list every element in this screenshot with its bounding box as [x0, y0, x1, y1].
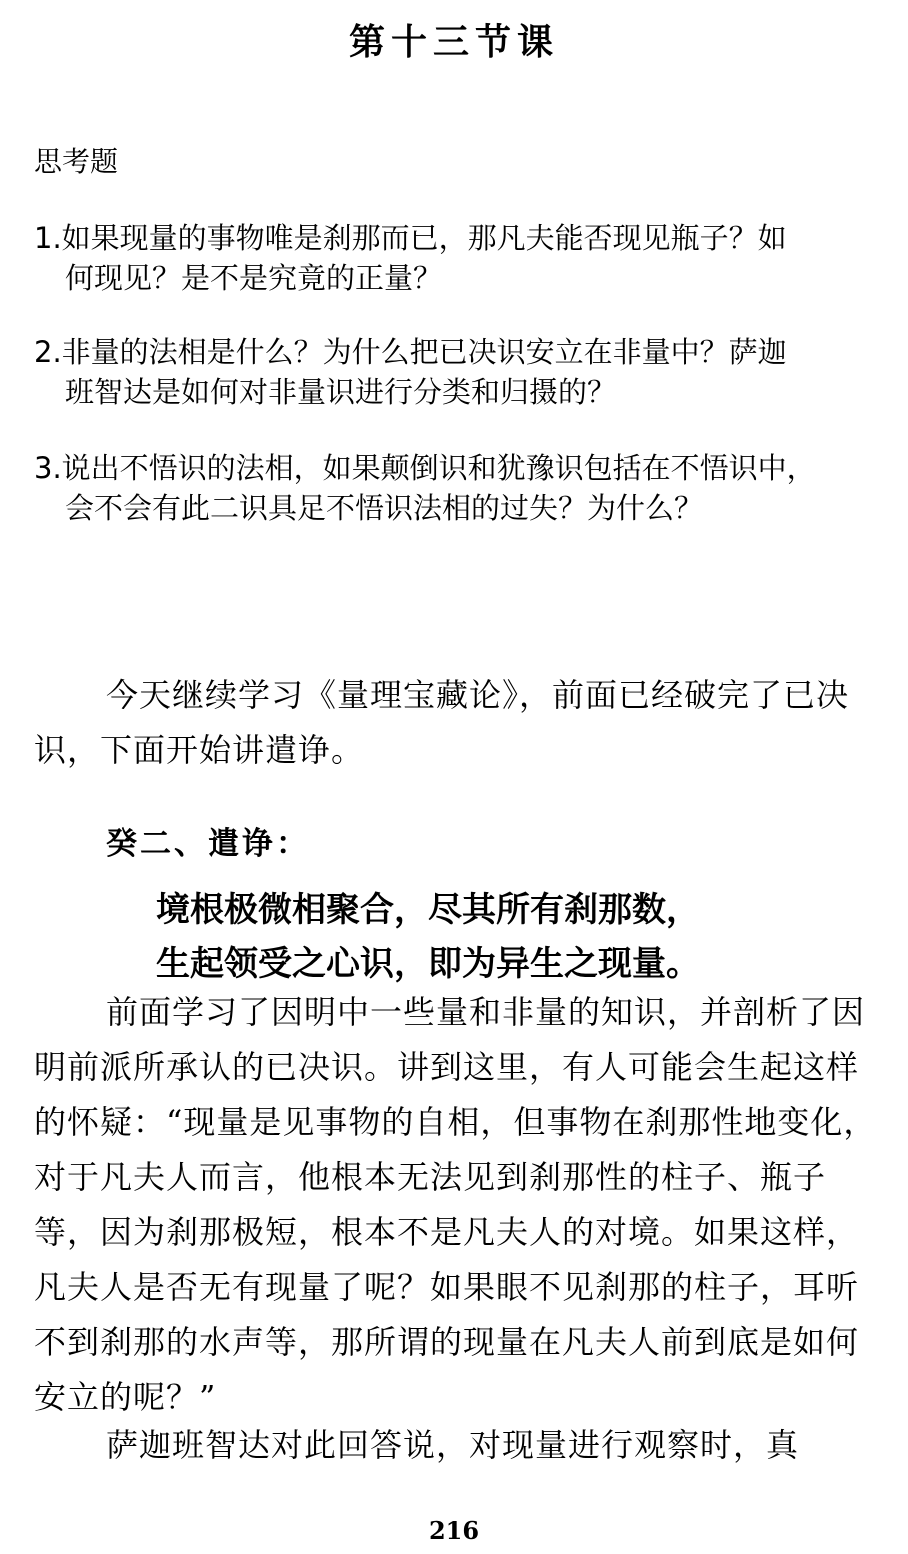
question-text-line1: 说出不悟识的法相，如果颠倒识和犹豫识包括在不悟识中， — [61, 451, 816, 485]
question-number: 2. — [34, 335, 62, 369]
section-subheading: 癸二、遣诤： — [106, 826, 310, 862]
question-number: 1. — [34, 221, 62, 255]
continuing-paragraph: 萨迦班智达对此回答说，对现量进行观察时，真 — [106, 1426, 800, 1464]
question-text-line1: 如果现量的事物唯是刹那而已，那凡夫能否现见瓶子？如 — [61, 221, 787, 255]
intro-paragraph: 今天继续学习《量理宝藏论》，前面已经破完了已决识，下面开始讲遣诤。 — [34, 676, 850, 769]
question-text-line2: 会不会有此二识具足不悟识法相的过失？为什么？ — [65, 491, 704, 525]
page-number: 216 — [428, 1516, 480, 1545]
question-text-line2: 班智达是如何对非量识进行分类和归摄的？ — [65, 375, 617, 409]
main-paragraph: 前面学习了因明中一些量和非量的知识，并剖析了因明前派所承认的已决识。讲到这里，有人可能会生起这样的怀疑：“现量是见事物的自相，但事物在刹那性地变化，对于凡夫人而言，他根本无法见到刹那性的柱子、瓶子等，因为刹那极短，根本不是凡夫人的对境。如果这样，凡夫人是否无有现量了呢？如果眼不见刹那的柱子，耳听不到刹那的水声等，那所谓的现量在凡夫人前到底是如何安立的呢？” — [34, 993, 877, 1416]
question-1 — [34, 218, 880, 298]
verse-line-2: 生起领受之心识，即为异生之现量。 — [156, 944, 700, 984]
question-number: 3. — [34, 451, 62, 485]
page-title: 第十三节课 — [348, 21, 559, 63]
question-text-line1: 非量的法相是什么？为什么把已决识安立在非量中？萨迦 — [61, 335, 787, 369]
verse-line-1: 境根极微相聚合，尽其所有刹那数， — [156, 890, 700, 930]
question-3 — [34, 448, 880, 528]
question-text-line2: 何现见？是不是究竟的正量？ — [65, 261, 443, 295]
question-2 — [34, 332, 880, 412]
questions-heading: 思考题 — [34, 145, 119, 178]
